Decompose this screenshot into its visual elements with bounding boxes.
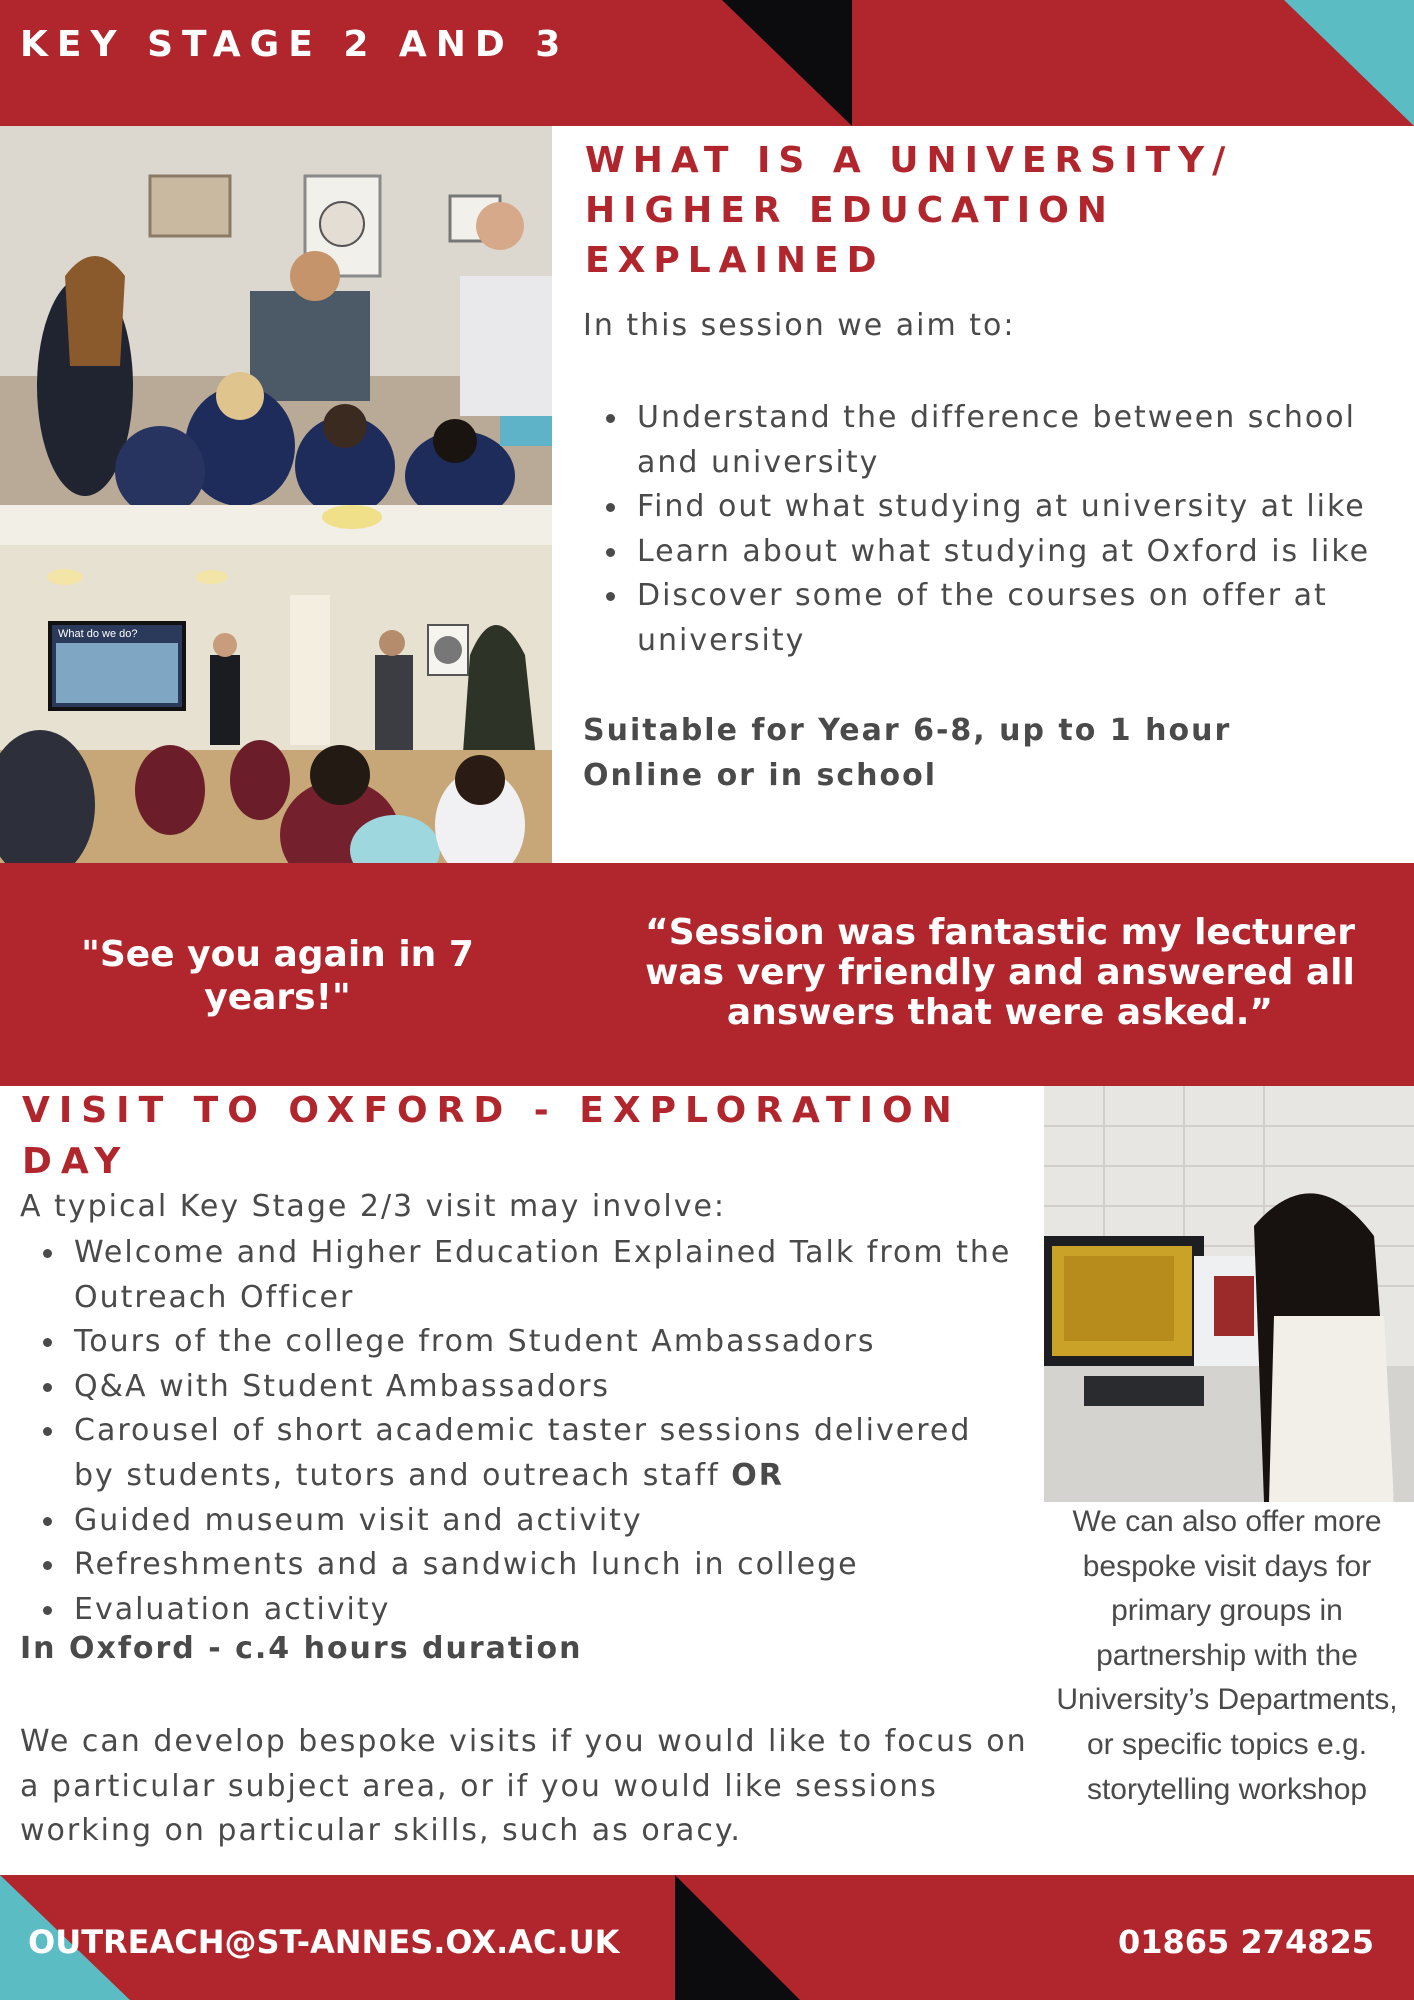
visit-bespoke-text: We can develop bespoke visits if you would like to focus on a particular subject area, or if you would like sessions working on particular skills, such as oracy. — [20, 1724, 1028, 1849]
header-teal-triangle — [1284, 0, 1414, 126]
list-item: Find out what studying at university at like — [583, 485, 1393, 530]
page-title: KEY STAGE 2 AND 3 — [20, 24, 570, 65]
list-item: Guided museum visit and activity — [20, 1499, 1020, 1544]
quotes-band — [0, 863, 1414, 1086]
classroom-activity-photo — [0, 126, 552, 505]
session-details — [583, 709, 1231, 798]
session-format: Online or in school — [583, 757, 938, 793]
session-title: WHAT IS A UNIVERSITY/ HIGHER EDUCATION EXPLAINED — [585, 140, 1234, 281]
list-item: Refreshments and a sandwich lunch in college — [20, 1543, 1020, 1588]
footer-black-triangle — [675, 1875, 800, 2000]
list-item: Learn about what studying at Oxford is like — [583, 530, 1393, 575]
session-aims-list — [583, 396, 1393, 664]
list-item: Understand the difference between school and university — [583, 396, 1393, 485]
session-intro: In this session we aim to: — [583, 308, 1016, 343]
quote-left: "See you again in 7 years!" — [81, 934, 474, 1018]
list-item — [20, 1409, 1020, 1498]
screen-caption: What do we do? — [58, 628, 138, 640]
visit-intro: A typical Key Stage 2/3 visit may involve: — [20, 1189, 727, 1224]
list-item: Tours of the college from Student Ambassadors — [20, 1320, 1020, 1365]
footer-band — [0, 1875, 1414, 2000]
list-item: Evaluation activity — [20, 1588, 1020, 1633]
visit-activities-list — [20, 1231, 1020, 1632]
visit-duration: In Oxford - c.4 hours duration — [20, 1631, 583, 1666]
list-item-text: Carousel of short academic taster sessions delivered by students, tutors and outreach staff — [74, 1413, 972, 1493]
header-black-triangle — [722, 0, 852, 126]
quote-right: “Session was fantastic my lecturer was very friendly and answered all answers that were asked.” — [645, 912, 1355, 1033]
list-item: Welcome and Higher Education Explained Talk from the Outreach Officer — [20, 1231, 1020, 1320]
list-item: Q&A with Student Ambassadors — [20, 1365, 1020, 1410]
bespoke-primary-note: We can also offer more bespoke visit days for primary groups in partnership with the University’s Departments, or specific topics e.g. storytelling workshop — [1056, 1505, 1398, 1806]
lecture-room-photo — [0, 505, 552, 863]
list-item: Discover some of the courses on offer at university — [583, 574, 1393, 663]
header-band — [0, 0, 1414, 126]
contact-email[interactable]: OUTREACH@ST-ANNES.OX.AC.UK — [28, 1923, 620, 1961]
microscope-photo — [1044, 1086, 1414, 1502]
or-label: OR — [731, 1457, 784, 1493]
visit-title: VISIT TO OXFORD - EXPLORATION DAY — [22, 1090, 961, 1182]
session-suitability: Suitable for Year 6-8, up to 1 hour — [583, 713, 1232, 748]
contact-phone[interactable]: 01865 274825 — [1117, 1923, 1374, 1961]
